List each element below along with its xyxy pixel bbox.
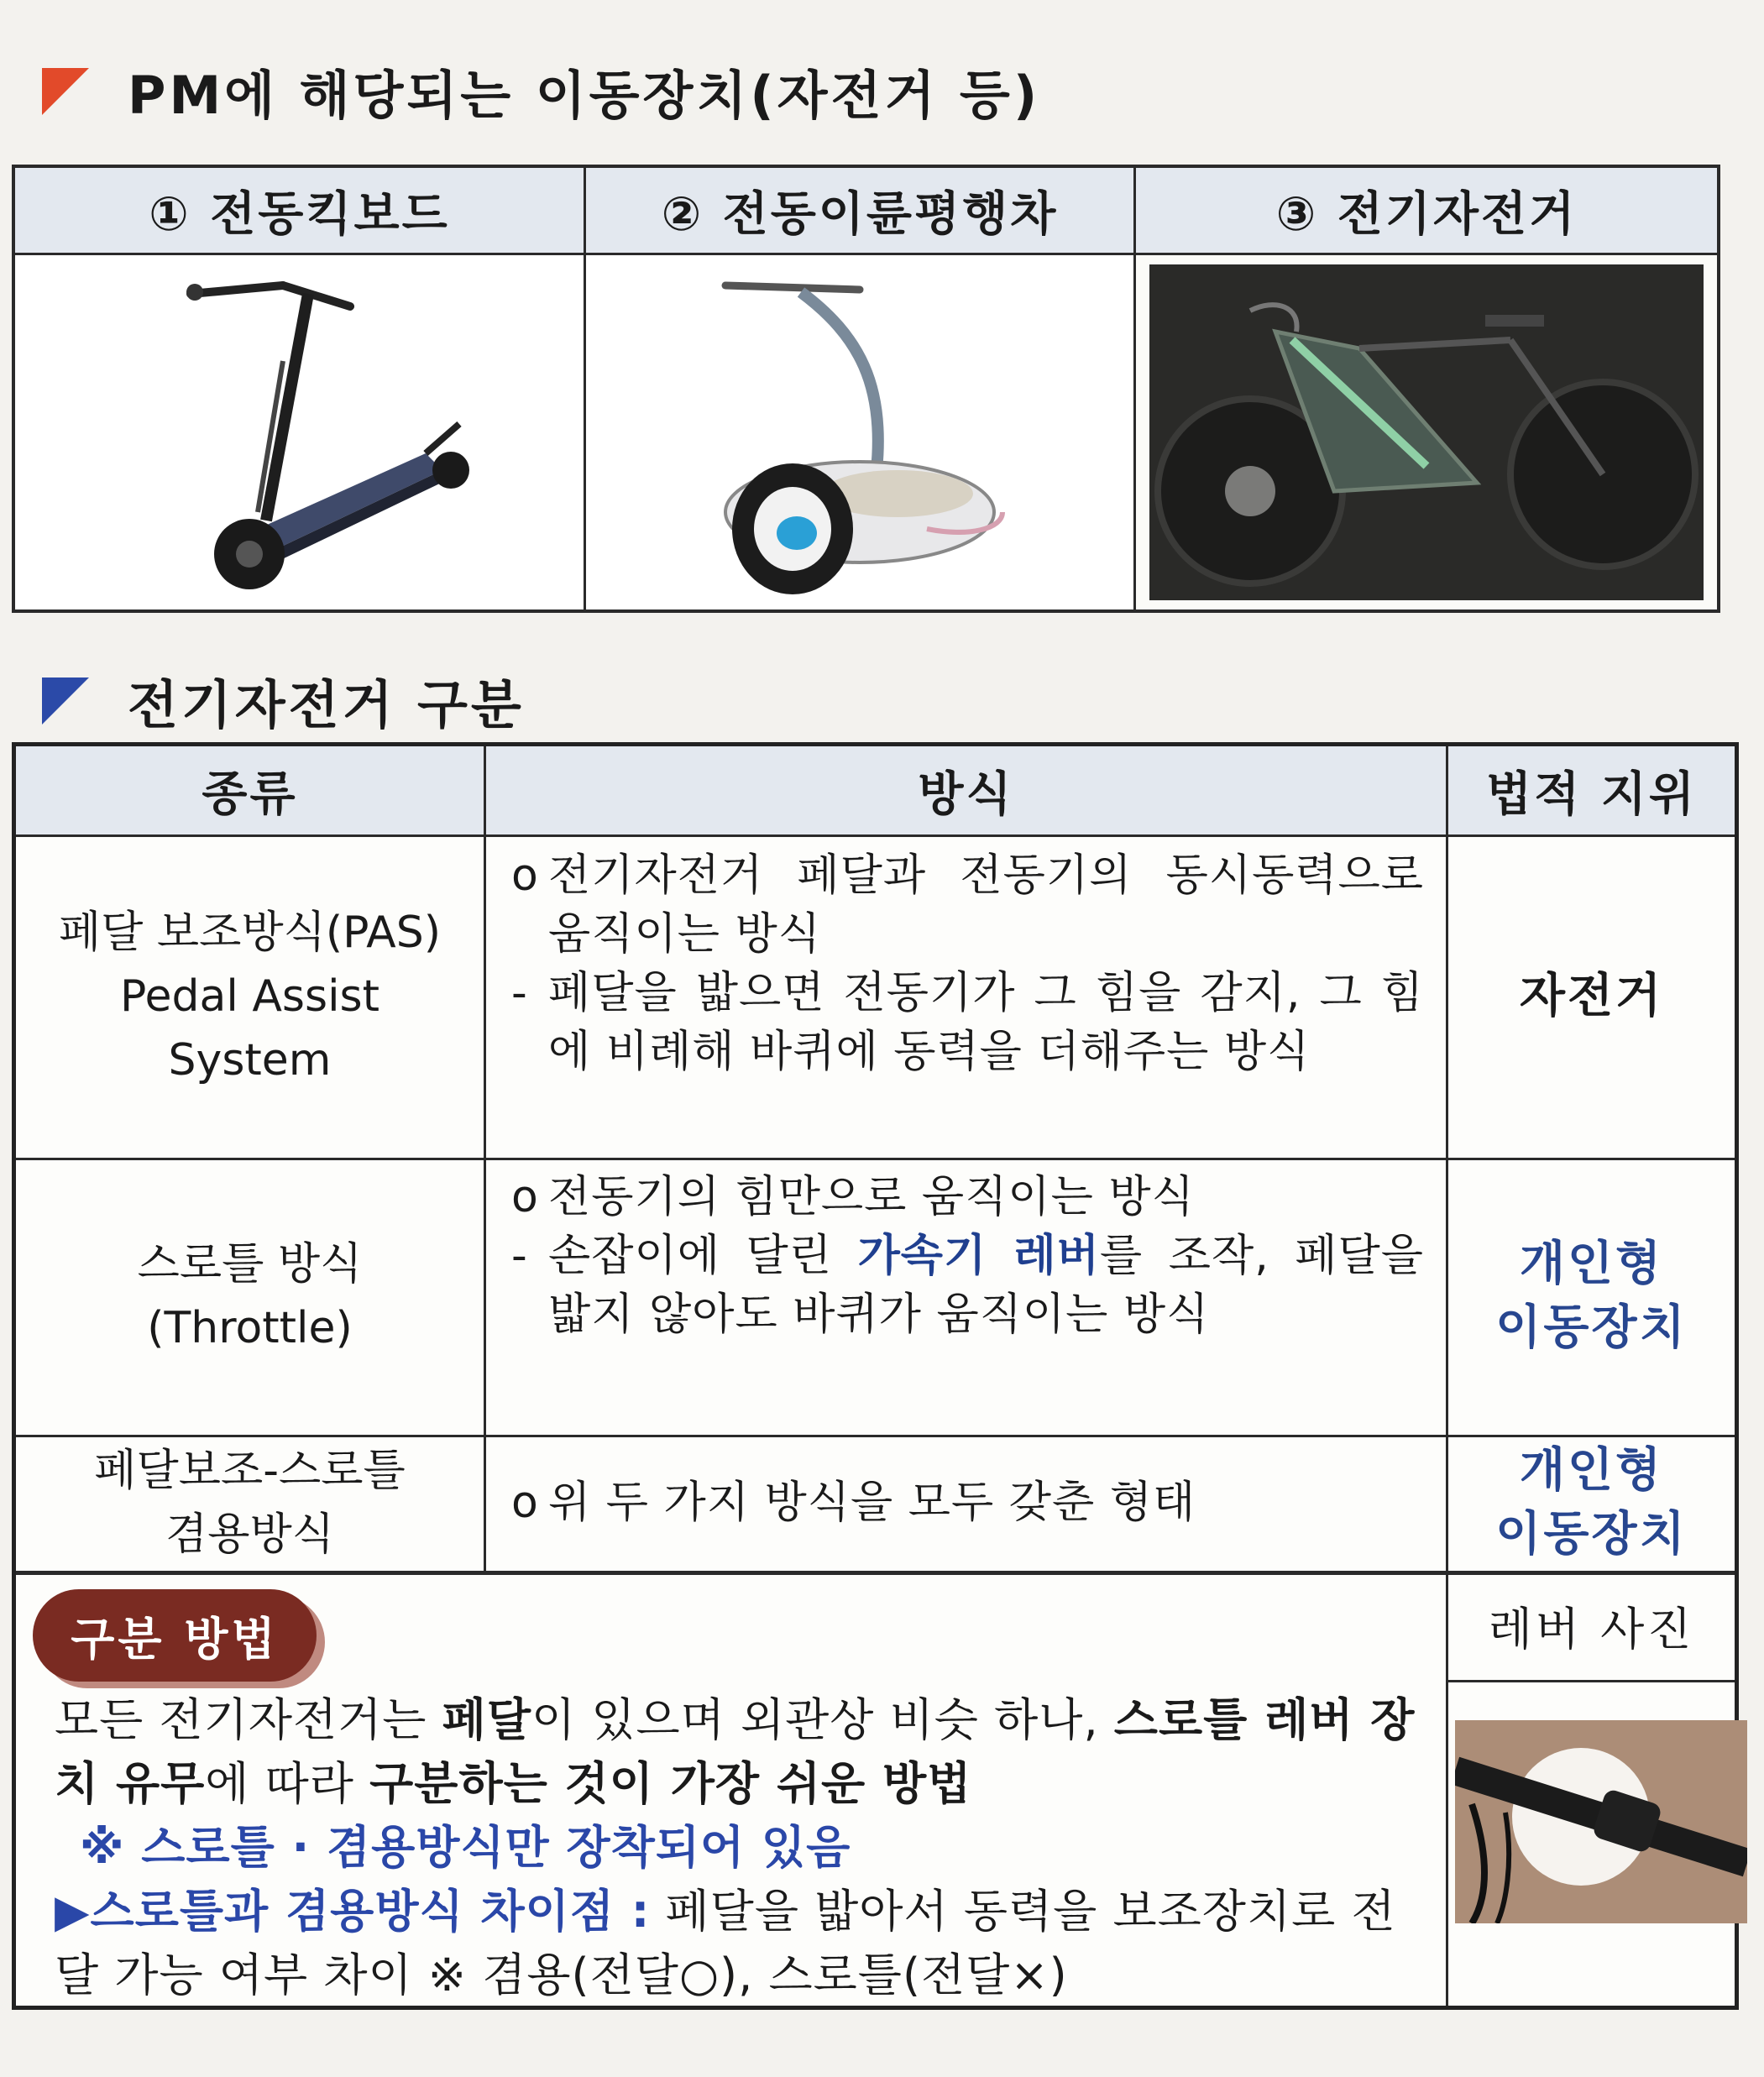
- bullet-marker: o: [511, 850, 539, 901]
- method-detail: [548, 1227, 1424, 1344]
- table-row: [16, 1435, 1735, 1575]
- lever-photo-area: [1448, 1571, 1735, 2006]
- status-label: 개인형: [1519, 1443, 1664, 1498]
- method-main: 전기자전거 페달과 전동기의 동시동력으로 움직이는 방식: [548, 850, 1424, 960]
- blue-triangle-icon: [42, 678, 89, 725]
- header-kickboard: ① 전동킥보드: [15, 168, 586, 255]
- kind-cell: [16, 1435, 486, 1571]
- dash-marker: -: [511, 968, 528, 1018]
- kind-line: 겸용방식: [165, 1509, 334, 1560]
- section-title: 전기자전거 구분: [128, 674, 525, 735]
- kickboard-image-cell: [15, 255, 586, 609]
- kind-cell: [16, 1158, 486, 1435]
- text: 이 있으며 외관상 비슷 하나,: [531, 1693, 1114, 1746]
- header-ebike: ③ 전기자전거: [1136, 168, 1717, 255]
- guide-section: [16, 1571, 1735, 2006]
- kind-cell: [16, 834, 486, 1158]
- status-label: 개인형: [1519, 1237, 1664, 1291]
- status-cell: [1448, 834, 1735, 1158]
- table-row: [16, 834, 1735, 1160]
- text-bold: 스로틀 레버 장치 유무: [55, 1693, 1416, 1810]
- section-heading-ebike: [42, 663, 525, 738]
- text-bold: 구분하는 것이 가장 쉬운 방법: [369, 1757, 972, 1810]
- method-cell: [486, 1158, 1448, 1435]
- ebike-image-cell: [1136, 255, 1717, 609]
- guide-text-area: [16, 1571, 1448, 2006]
- triangle-right-icon: ▶: [55, 1885, 91, 1938]
- electric-two-wheel-balancer-image: [608, 260, 1112, 604]
- kind-line: Pedal Assist: [119, 970, 380, 1022]
- detail-text: 손잡이에 달린: [548, 1231, 858, 1281]
- status-cell: [1448, 1158, 1735, 1435]
- kind-line: 페달 보조방식(PAS): [58, 907, 442, 958]
- text: 에 따라: [205, 1757, 370, 1810]
- kind-line: 페달보조-스로틀: [94, 1446, 406, 1496]
- ebike-classification-table: [12, 742, 1739, 2010]
- dash-marker: -: [511, 1231, 528, 1281]
- method-cell: [486, 834, 1448, 1158]
- electric-kickboard-image: [31, 260, 568, 604]
- status-cell: [1448, 1435, 1735, 1571]
- difference-text: 페달을 밟아서 동력을 보조장치로 전달 가능 여부 차이 ※ 겸용(전달○), 스로틀(전달×): [55, 1885, 1396, 2001]
- status-label: 이동장치: [1495, 1300, 1688, 1355]
- table-row: [16, 1158, 1735, 1437]
- red-triangle-icon: [42, 68, 89, 115]
- method-main: 위 두 가지 방식을 모두 갖춘 형태: [548, 1478, 1196, 1528]
- method-main: 전동기의 힘만으로 움직이는 방식: [548, 1172, 1195, 1222]
- status-label: 자전거: [1519, 968, 1664, 1023]
- guide-difference: [55, 1880, 1421, 2007]
- balancer-image-cell: [586, 255, 1136, 609]
- throttle-lever-photo: [1455, 1720, 1747, 1923]
- electric-bicycle-image: [1149, 264, 1704, 600]
- accelerator-lever-highlight: 가속기 레버: [857, 1231, 1100, 1281]
- header-method: 방식: [486, 746, 1448, 834]
- table-header-row: [16, 746, 1735, 837]
- difference-title: 스로틀과 겸용방식 차이점 :: [90, 1885, 651, 1938]
- guide-note: ※ 스로틀 · 겸용방식만 장착되어 있음: [80, 1821, 851, 1874]
- method-detail: 페달을 밟으면 전동기가 그 힘을 감지, 그 힘에 비례해 바퀴에 동력을 더해주는 방식: [548, 968, 1424, 1077]
- header-balancer: ② 전동이륜평행차: [586, 168, 1136, 255]
- kind-line: System: [168, 1034, 332, 1086]
- guide-paragraph: [55, 1688, 1421, 2007]
- section-title: PM에 해당되는 이동장치(자전거 등): [128, 65, 1041, 126]
- bullet-marker: o: [511, 1478, 539, 1528]
- kind-line: 스로틀 방식: [137, 1239, 363, 1290]
- status-label: 이동장치: [1495, 1507, 1688, 1562]
- section-heading-pm: [42, 54, 1040, 128]
- detail-text: 를 조작, 페달을 밟지 않아도 바퀴가 움직이는 방식: [548, 1231, 1425, 1340]
- bullet-marker: o: [511, 1172, 539, 1222]
- header-status: 법적 지위: [1486, 766, 1697, 822]
- lever-photo-label: 레버 사진: [1448, 1571, 1735, 1682]
- text-bold: 페달: [442, 1693, 531, 1746]
- method-cell: [486, 1435, 1448, 1571]
- kind-line: (Throttle): [147, 1303, 353, 1353]
- pm-devices-table: [12, 165, 1720, 613]
- guide-main-text: [55, 1688, 1421, 1816]
- guide-badge: 구분 방법: [33, 1589, 317, 1682]
- header-kind: 종류: [16, 746, 486, 834]
- text: 모든 전기자전거는: [55, 1693, 442, 1746]
